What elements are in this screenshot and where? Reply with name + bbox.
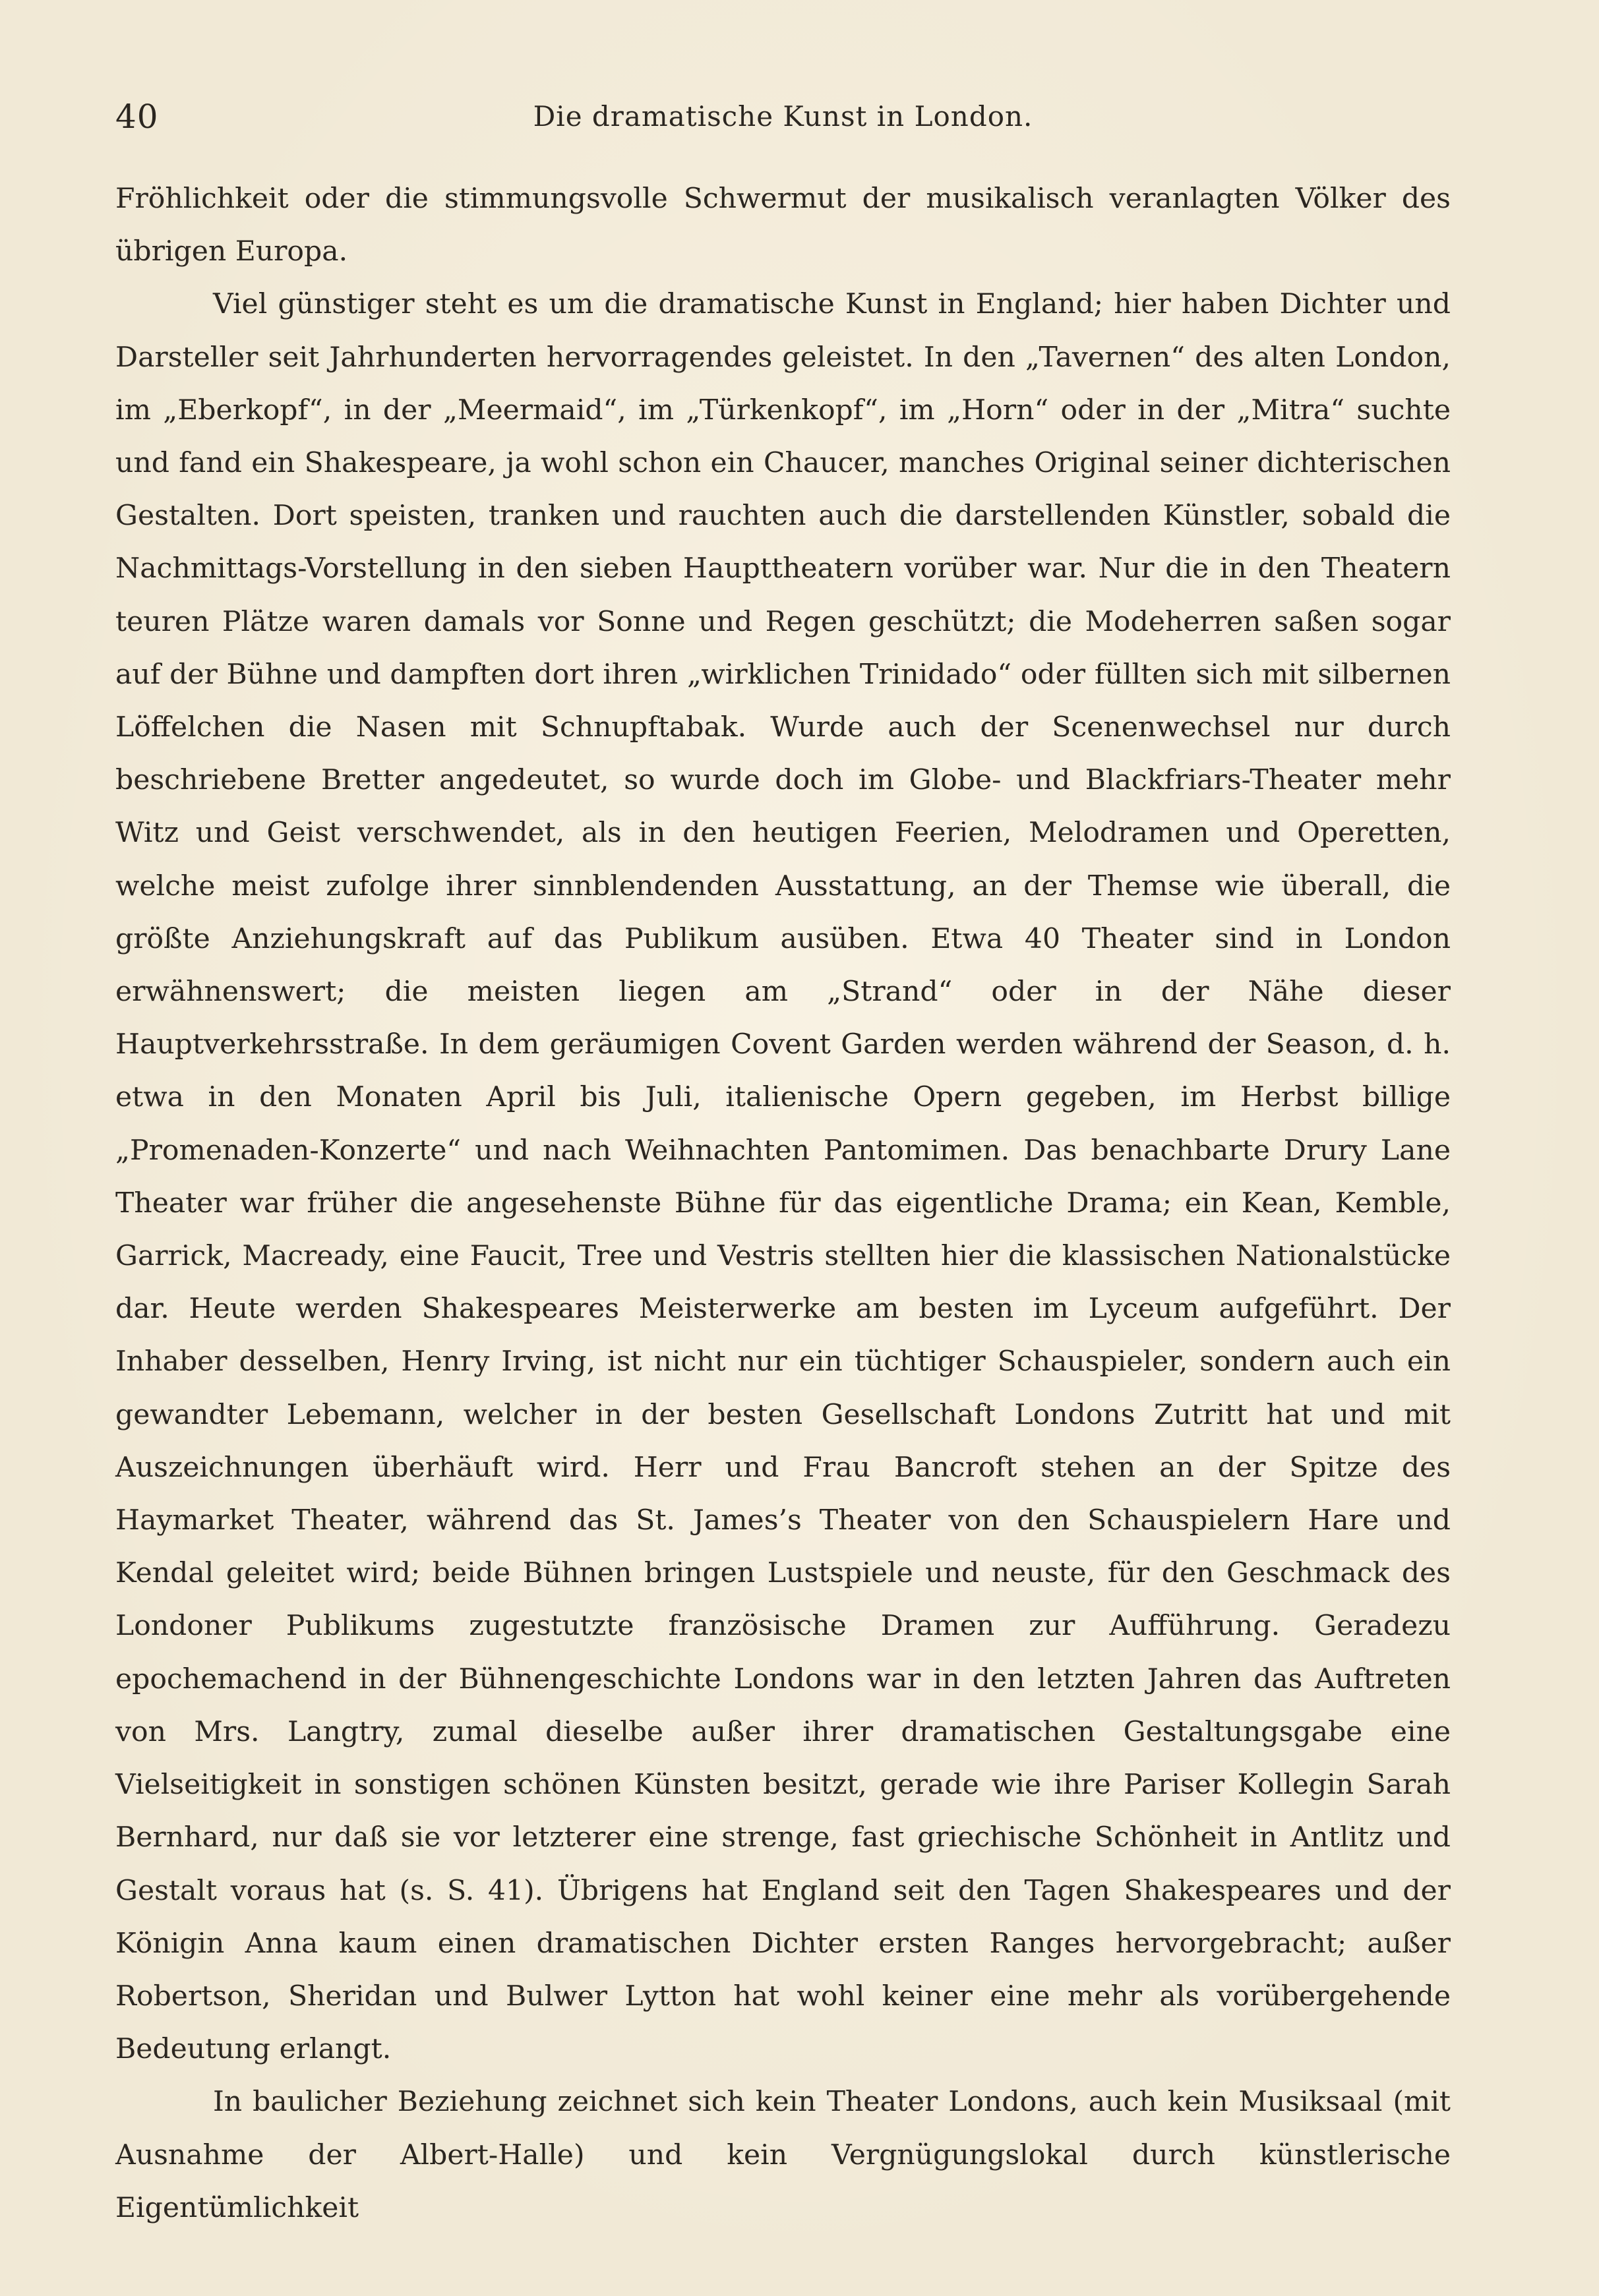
page-number: 40 — [115, 98, 159, 136]
paragraph-1: Fröhlichkeit oder die stimmungsvolle Schwermut der musikalisch veranlagten Völker des übrigen Europa. — [115, 183, 1451, 268]
running-title: Die dramatische Kunst in London. — [533, 100, 1033, 132]
running-head — [115, 94, 1451, 140]
paragraph-3: In baulicher Beziehung zeichnet sich kein Theater Londons, auch kein Musiksaal (mit Ausnahme der Albert-Halle) und kein Vergnügungslokal durch künstlerische Eigentümlichkeit — [115, 2086, 1451, 2224]
body-text — [115, 173, 1451, 2235]
paragraph-2: Viel günstiger steht es um die dramatische Kunst in England; hier haben Dichter und Darsteller seit Jahrhunderten hervorragendes geleistet. In den „Tavernen“ des alten London, im „Eberkopf“, in der „Meermaid“, im „Türkenkopf“, im „Horn“ oder in der „Mitra“ suchte und fand ein Shakespeare, ja wohl schon ein Chaucer, manches Original seiner dichterischen Gestalten. Dort speisten, tranken und rauchten auch die darstellenden Künstler, sobald die Nachmittags-Vorstellung in den sieben Haupttheatern vorüber war. Nur die in den Theatern teuren Plätze waren damals vor Sonne und Regen geschützt; die Modeherren saßen sogar auf der Bühne und dampften dort ihren „wirklichen Trinidado“ oder füllten sich mit silbernen Löffelchen die Nasen mit Schnupftabak. Wurde auch der Scenenwechsel nur durch beschriebene Bretter angedeutet, so wurde doch im Globe- und Blackfriars-Theater mehr Witz und Geist verschwendet, als in den heutigen Feerien, Melodramen und Operetten, welche meist zufolge ihrer sinnblendenden Ausstattung, an der Themse wie überall, die größte Anziehungskraft auf das Publikum ausüben. Etwa 40 Theater sind in London erwähnenswert; die meisten liegen am „Strand“ oder in der Nähe dieser Hauptverkehrsstraße. In dem geräumigen Covent Garden werden während der Season, d. h. etwa in den Monaten April bis Juli, italienische Opern gegeben, im Herbst billige „Promenaden-Konzerte“ und nach Weihnachten Pantomimen. Das benachbarte Drury Lane Theater war früher die angesehenste Bühne für das eigentliche Drama; ein Kean, Kemble, Garrick, Macready, eine Faucit, Tree und Vestris stellten hier die klassischen Nationalstücke dar. Heute werden Shakespeares Meisterwerke am besten im Lyceum aufgeführt. Der Inhaber desselben, Henry Irving, ist nicht nur ein tüchtiger Schauspieler, sondern auch ein gewandter Lebemann, welcher in der besten Gesellschaft Londons Zutritt hat und mit Auszeichnungen überhäuft wird. Herr und Frau Bancroft stehen an der Spitze des Haymarket Theater, während das St. James’s Theater von den Schauspielern Hare und Kendal geleitet wird; beide Bühnen bringen Lustspiele und neuste, für den Geschmack des Londoner Publikums zugestutzte französische Dramen zur Aufführung. Geradezu epochemachend in der Bühnengeschichte Londons war in den letzten Jahren das Auftreten von Mrs. Langtry, zumal dieselbe außer ihrer dramatischen Gestaltungsgabe eine Vielseitigkeit in sonstigen schönen Künsten besitzt, gerade wie ihre Pariser Kollegin Sarah Bernhard, nur daß sie vor letzterer eine strenge, fast griechische Schönheit in Antlitz und Gestalt voraus hat (s. S. 41). Übrigens hat England seit den Tagen Shakespeares und der Königin Anna kaum einen dramatischen Dichter ersten Ranges hervorgebracht; außer Robertson, Sheridan und Bulwer Lytton hat wohl keiner eine mehr als vorübergehende Bedeutung erlangt. — [115, 288, 1451, 2066]
